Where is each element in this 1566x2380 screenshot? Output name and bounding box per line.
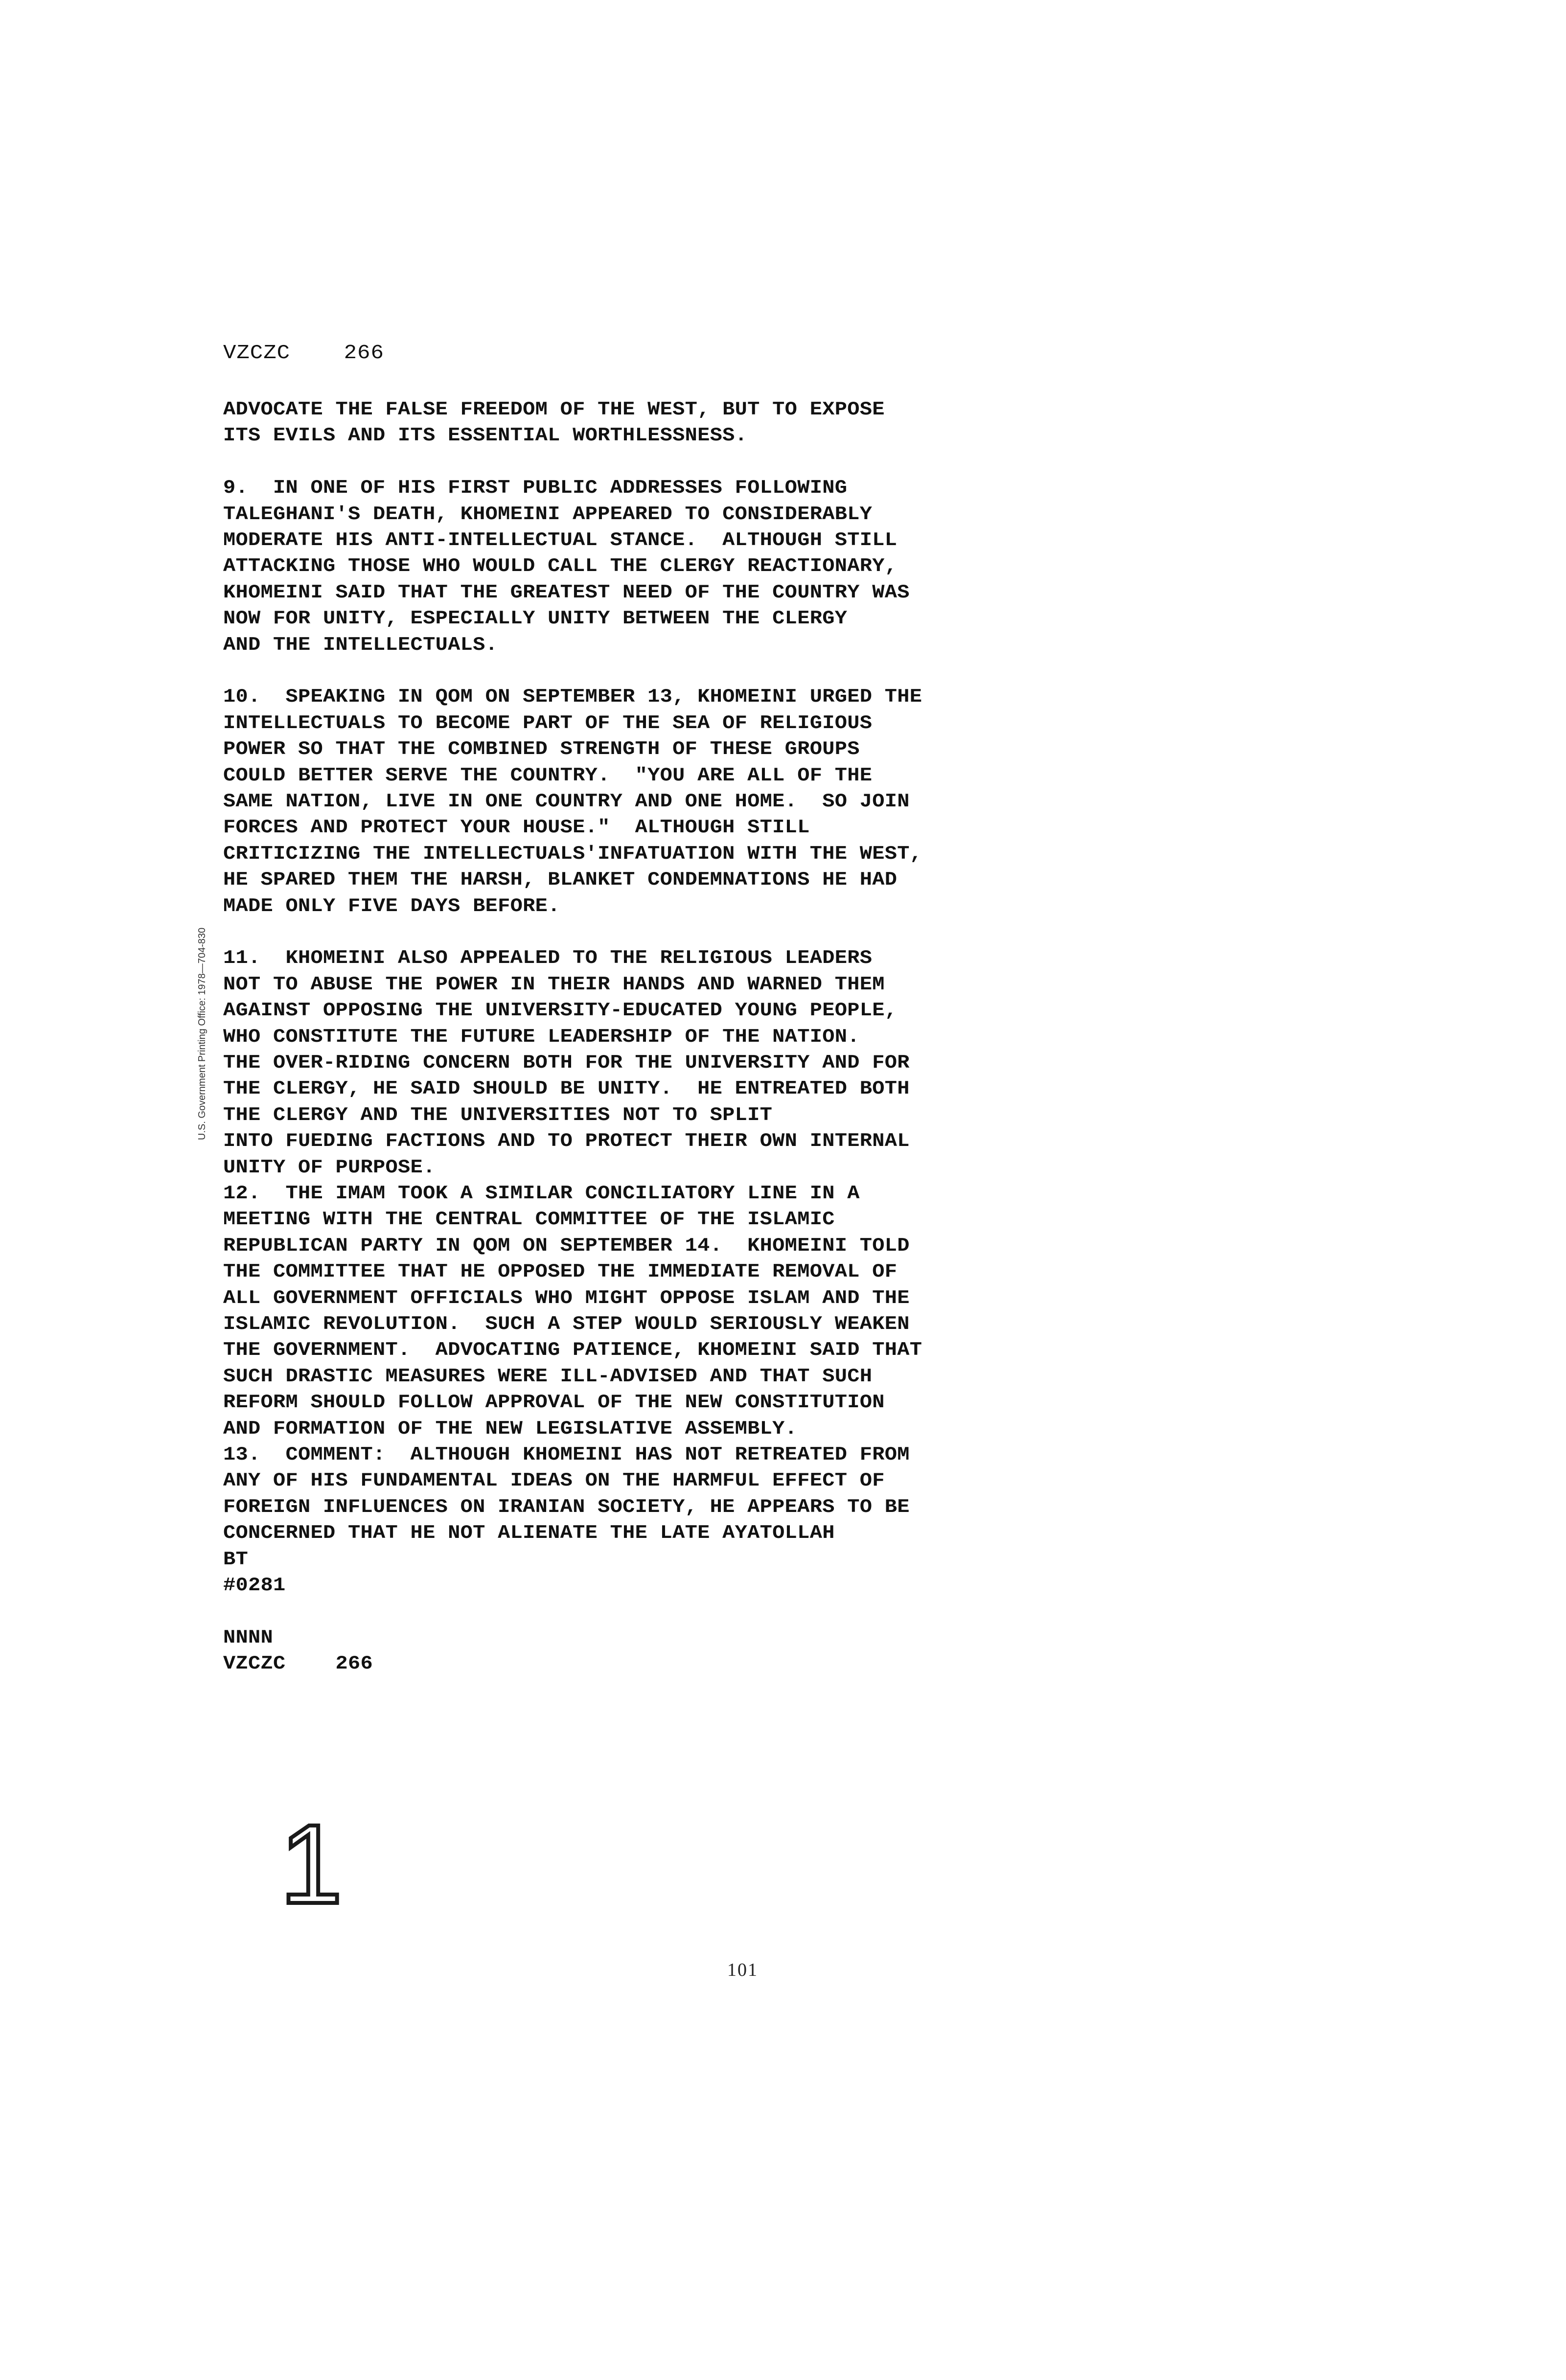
handwritten-page-marker: 1 bbox=[280, 1801, 343, 1927]
cable-line: ANY OF HIS FUNDAMENTAL IDEAS ON THE HARMFUL EFFECT OF bbox=[223, 1470, 885, 1492]
cable-line: THE CLERGY, HE SAID SHOULD BE UNITY. HE ENTREATED BOTH bbox=[223, 1078, 910, 1100]
cable-line: TALEGHANI'S DEATH, KHOMEINI APPEARED TO CONSIDERABLY bbox=[223, 503, 873, 525]
cable-line: UNITY OF PURPOSE. bbox=[223, 1156, 436, 1178]
cable-line: MADE ONLY FIVE DAYS BEFORE. bbox=[223, 895, 560, 917]
cable-line: FOREIGN INFLUENCES ON IRANIAN SOCIETY, HE APPEARS TO BE bbox=[223, 1496, 910, 1518]
cable-line: ATTACKING THOSE WHO WOULD CALL THE CLERGY REACTIONARY, bbox=[223, 555, 898, 577]
cable-line: MEETING WITH THE CENTRAL COMMITTEE OF THE ISLAMIC bbox=[223, 1209, 835, 1231]
cable-line: THE GOVERNMENT. ADVOCATING PATIENCE, KHOMEINI SAID THAT bbox=[223, 1339, 922, 1361]
cable-line: NOT TO ABUSE THE POWER IN THEIR HANDS AND WARNED THEM bbox=[223, 973, 885, 995]
cable-line: 11. KHOMEINI ALSO APPEALED TO THE RELIGIOUS LEADERS bbox=[223, 947, 873, 969]
cable-line: SAME NATION, LIVE IN ONE COUNTRY AND ONE HOME. SO JOIN bbox=[223, 791, 910, 813]
cable-line: FORCES AND PROTECT YOUR HOUSE." ALTHOUGH STILL bbox=[223, 817, 810, 839]
cable-line: KHOMEINI SAID THAT THE GREATEST NEED OF THE COUNTRY WAS bbox=[223, 581, 910, 603]
cable-line: BT bbox=[223, 1548, 249, 1570]
cable-line: THE COMMITTEE THAT HE OPPOSED THE IMMEDIATE REMOVAL OF bbox=[223, 1261, 898, 1283]
cable-line: NNNN bbox=[223, 1626, 274, 1648]
cable-line: ITS EVILS AND ITS ESSENTIAL WORTHLESSNESS. bbox=[223, 425, 748, 447]
cable-line: CRITICIZING THE INTELLECTUALS'INFATUATION WITH THE WEST, bbox=[223, 843, 922, 865]
cable-header-code: VZCZC 266 bbox=[223, 342, 384, 365]
cable-line: THE CLERGY AND THE UNIVERSITIES NOT TO SPLIT bbox=[223, 1104, 773, 1126]
cable-line: INTO FUEDING FACTIONS AND TO PROTECT THEIR OWN INTERNAL bbox=[223, 1130, 910, 1152]
cable-line: POWER SO THAT THE COMBINED STRENGTH OF THESE GROUPS bbox=[223, 738, 860, 760]
cable-line: SUCH DRASTIC MEASURES WERE ILL-ADVISED AND THAT SUCH bbox=[223, 1365, 873, 1387]
cable-line: MODERATE HIS ANTI-INTELLECTUAL STANCE. ALTHOUGH STILL bbox=[223, 529, 898, 551]
cable-line: WHO CONSTITUTE THE FUTURE LEADERSHIP OF THE NATION. bbox=[223, 1026, 860, 1048]
cable-line: VZCZC 266 bbox=[223, 1653, 373, 1675]
cable-line: NOW FOR UNITY, ESPECIALLY UNITY BETWEEN THE CLERGY bbox=[223, 608, 848, 630]
cable-line: THE OVER-RIDING CONCERN BOTH FOR THE UNIVERSITY AND FOR bbox=[223, 1052, 910, 1074]
cable-line: HE SPARED THEM THE HARSH, BLANKET CONDEMNATIONS HE HAD bbox=[223, 869, 898, 891]
cable-line: 9. IN ONE OF HIS FIRST PUBLIC ADDRESSES FOLLOWING bbox=[223, 477, 848, 499]
cable-line: #0281 bbox=[223, 1575, 286, 1597]
cable-line: 13. COMMENT: ALTHOUGH KHOMEINI HAS NOT RETREATED FROM bbox=[223, 1444, 910, 1466]
cable-line: AND FORMATION OF THE NEW LEGISLATIVE ASSEMBLY. bbox=[223, 1418, 798, 1440]
cable-line: CONCERNED THAT HE NOT ALIENATE THE LATE AYATOLLAH bbox=[223, 1522, 835, 1544]
cable-line: AND THE INTELLECTUALS. bbox=[223, 634, 498, 656]
cable-line: 12. THE IMAM TOOK A SIMILAR CONCILIATORY LINE IN A bbox=[223, 1183, 860, 1205]
page-number: 101 bbox=[727, 1960, 758, 1980]
cable-line: ADVOCATE THE FALSE FREEDOM OF THE WEST, BUT TO EXPOSE bbox=[223, 399, 885, 421]
cable-line: COULD BETTER SERVE THE COUNTRY. "YOU ARE ALL OF THE bbox=[223, 764, 873, 786]
cable-line: AGAINST OPPOSING THE UNIVERSITY-EDUCATED YOUNG PEOPLE, bbox=[223, 1000, 898, 1022]
cable-line: ISLAMIC REVOLUTION. SUCH A STEP WOULD SERIOUSLY WEAKEN bbox=[223, 1313, 910, 1335]
cable-line: 10. SPEAKING IN QOM ON SEPTEMBER 13, KHOMEINI URGED THE bbox=[223, 686, 922, 708]
cable-line: REFORM SHOULD FOLLOW APPROVAL OF THE NEW CONSTITUTION bbox=[223, 1392, 885, 1414]
cable-line: REPUBLICAN PARTY IN QOM ON SEPTEMBER 14. KHOMEINI TOLD bbox=[223, 1235, 910, 1257]
cable-line: INTELLECTUALS TO BECOME PART OF THE SEA OF RELIGIOUS bbox=[223, 712, 873, 734]
printing-office-note: U.S. Government Printing Office: 1978—704-830 bbox=[197, 927, 207, 1140]
cable-line: ALL GOVERNMENT OFFICIALS WHO MIGHT OPPOSE ISLAM AND THE bbox=[223, 1287, 910, 1309]
